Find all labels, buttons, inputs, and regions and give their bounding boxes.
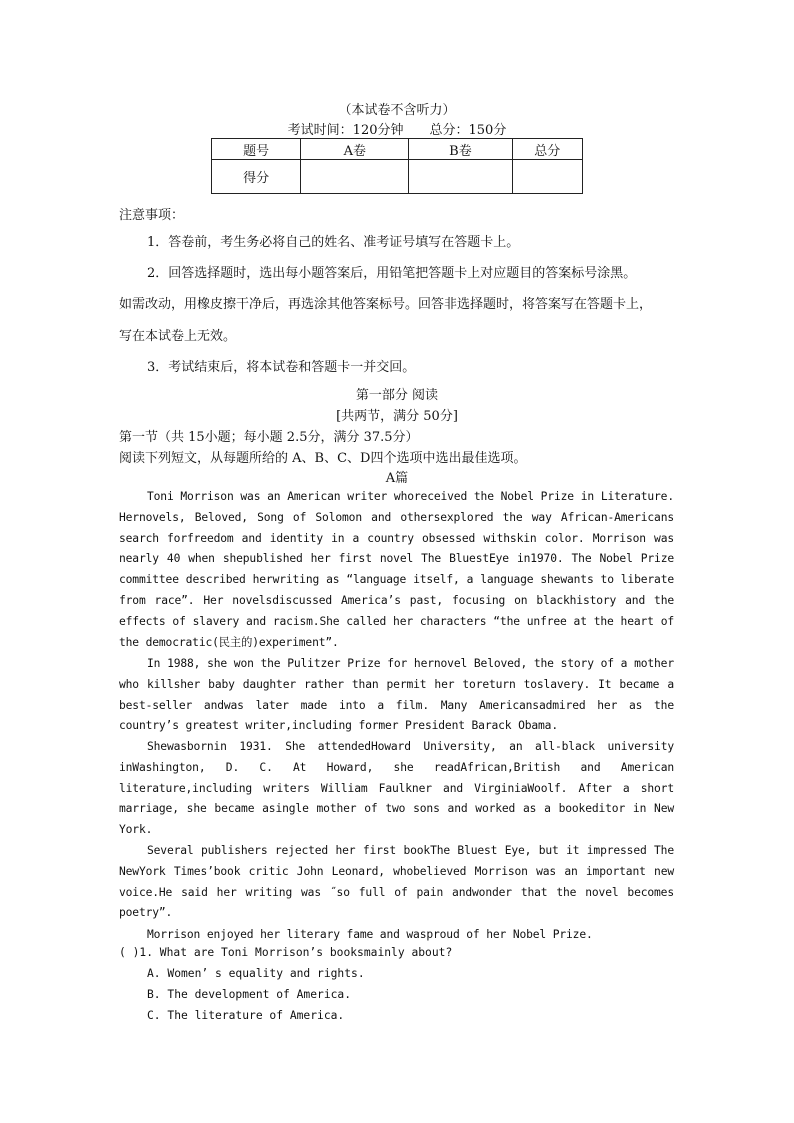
- score-cell-b: [409, 160, 512, 194]
- score-table-header: B卷: [409, 139, 512, 160]
- passage-paragraph-5: Morrison enjoyed her literary fame and wasproud of her Nobel Prize.: [147, 928, 593, 941]
- exam-subtitle: （本试卷不含听力）: [338, 103, 456, 118]
- part-subtitle: [共两节，满分 50分]: [336, 409, 458, 424]
- section-1-title: 第一节（共 15小题；每小题 2.5分，满分 37.5分）: [119, 430, 419, 445]
- score-cell-total: [512, 160, 582, 194]
- notice-item-2-line-2: 如需改动，用橡皮擦干净后，再选涂其他答案标号。回答非选择题时，将答案写在答题卡上，: [119, 297, 653, 312]
- score-table-header: A卷: [301, 139, 409, 160]
- notice-item-2-line-1: 2．回答选择题时，选出每小题答案后，用铅笔把答题卡上对应题目的答案标号涂黑。: [147, 266, 637, 281]
- score-table-header: 总分: [512, 139, 582, 160]
- score-row-label: 得分: [212, 160, 301, 194]
- notice-item-3: 3．考试结束后，将本试卷和答题卡一并交回。: [147, 360, 416, 375]
- notice-title: 注意事项：: [119, 208, 185, 223]
- question-1-option-c: C. The literature of America.: [147, 1009, 345, 1022]
- exam-time-info: [0, 119, 794, 138]
- part-title: 第一部分 阅读: [355, 388, 439, 403]
- question-1-option-b: B. The development of America.: [147, 988, 352, 1001]
- passage-paragraph-1: Toni Morrison was an American writer whoreceived the Nobel Prize in Literature. Hernovels, Beloved, Song of Solomon and othersexplored the way African-Americans search forfreedom and identity in a country obsessed withskin color. Morrison was nearly 40 when shepublished her first novel The BluestEye in1970. The Nobel Prize committee described herwriting as “language itself, a language shewants to liberate from race”. Her novelsdiscussed America’s past, focusing on blackhistory and the effects of slavery and racism.She called her characters “the unfree at the heart of the democratic(民主的)experiment”.: [119, 490, 674, 649]
- notice-item-1: 1．答卷前，考生务必将自己的姓名、准考证号填写在答题卡上。: [147, 235, 520, 250]
- exam-time: 考试时间：120分钟: [287, 123, 404, 138]
- passage-paragraph-3: Shewasbornin 1931. She attendedHoward University, an all-black university inWashington, D. C. At Howard, she readAfrican,British and American literature,including writers William Faulkner and VirginiaWoolf. After a short marriage, she became asingle mother of two sons and worked as a bookeditor in New York.: [119, 740, 674, 837]
- score-table-header: 题号: [212, 139, 301, 160]
- score-table: [211, 138, 583, 194]
- total-score: 总分：150分: [429, 123, 507, 138]
- notice-item-2-line-3: 写在本试卷上无效。: [119, 329, 237, 344]
- score-cell-a: [301, 160, 409, 194]
- passage-title: A篇: [385, 471, 409, 486]
- passage-paragraph-2: In 1988, she won the Pulitzer Prize for hernovel Beloved, the story of a mother who killsher baby daughter rather than permit her toreturn toslavery. It became a best-seller andwas later made into a film. Many Americansadmired her as the country’s greatest writer,including former President Barack Obama.: [119, 657, 674, 733]
- question-1-stem: ( )1. What are Toni Morrison’s booksmainly about?: [119, 946, 453, 959]
- question-1-option-a: A. Women’ s equality and rights.: [147, 967, 365, 980]
- passage-paragraph-4: Several publishers rejected her first bookThe Bluest Eye, but it impressed The NewYork Times’book critic John Leonard, whobelieved Morrison was an important new voice.He said her writing was ˝so full of pain andwonder that the novel becomes poetry”.: [119, 844, 674, 920]
- section-instruction: 阅读下列短文，从每题所给的 A、B、C、D四个选项中选出最佳选项。: [119, 451, 527, 466]
